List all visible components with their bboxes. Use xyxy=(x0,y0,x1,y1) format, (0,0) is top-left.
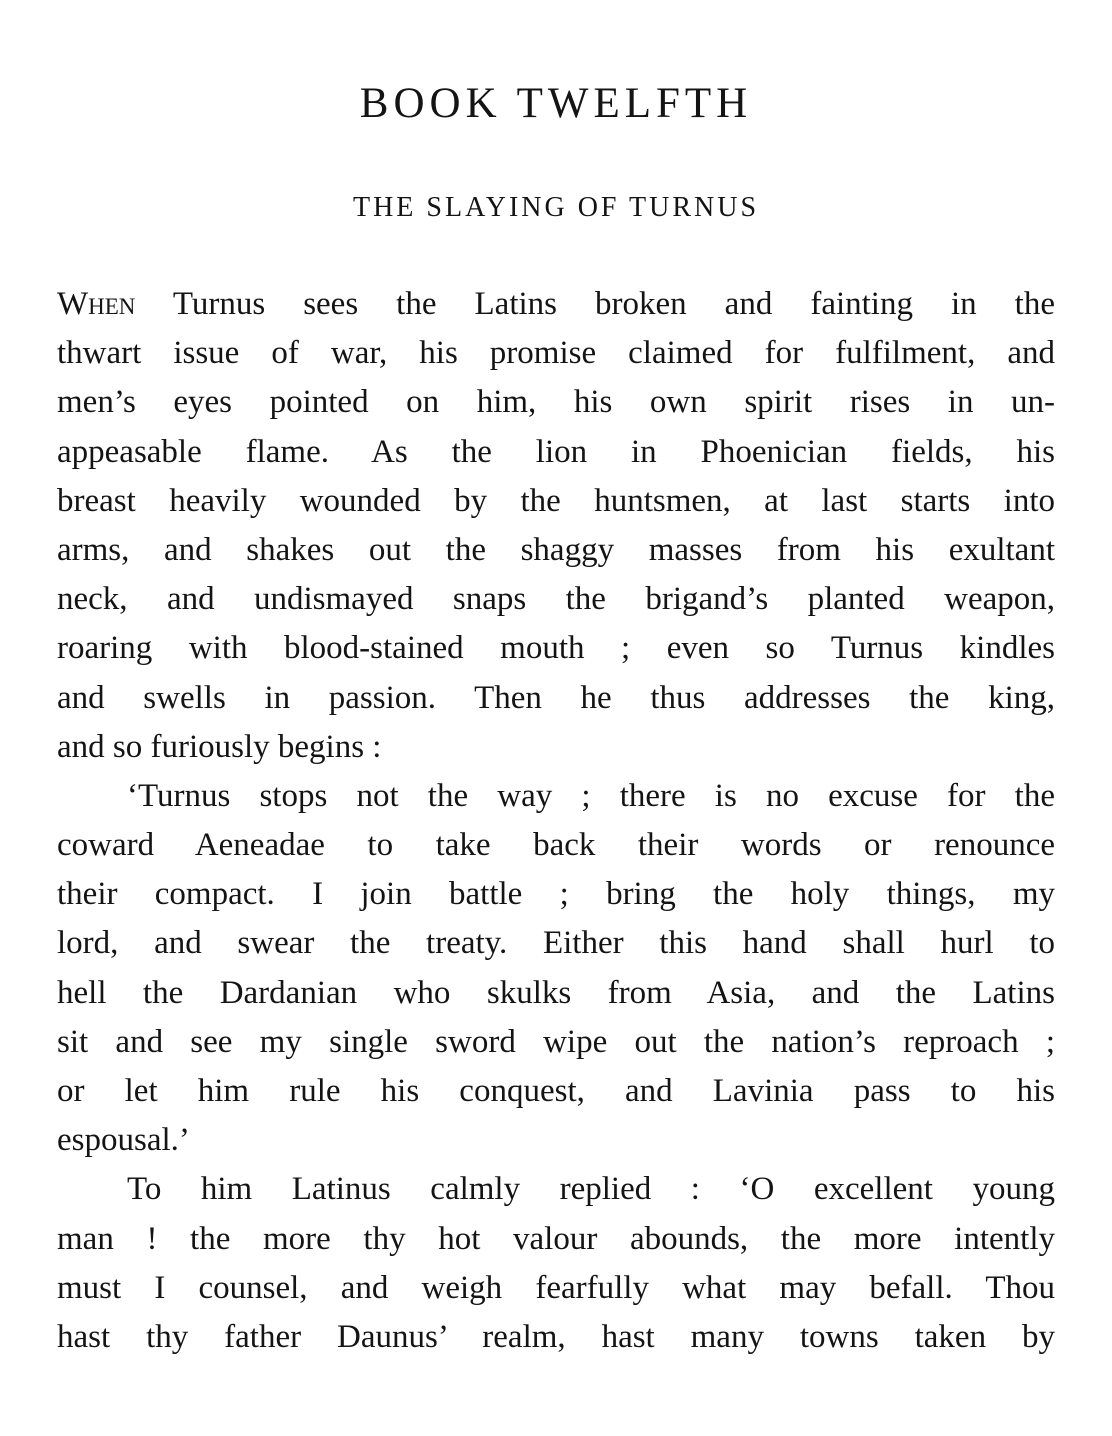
text-line: To him Latinus calmly replied : ‘O excellent young xyxy=(127,1171,1055,1208)
text-line: appeasable flame. As the lion in Phoenician fields, his xyxy=(57,433,1055,470)
body-text xyxy=(57,280,1055,1362)
text-line: thwart issue of war, his promise claimed for fulfilment, and xyxy=(57,335,1055,372)
book-title: BOOK TWELFTH xyxy=(359,80,753,127)
text-line: must I counsel, and weigh fearfully what may befall. Thou xyxy=(57,1269,1055,1306)
text-line: and swells in passion. Then he thus addresses the king, xyxy=(57,679,1055,716)
text-line: and so furiously begins : xyxy=(57,728,382,765)
text-line: men’s eyes pointed on him, his own spirit rises in un- xyxy=(57,384,1055,421)
drop-lead-word: When xyxy=(57,286,136,322)
text-line: neck, and undismayed snaps the brigand’s planted weapon, xyxy=(57,581,1055,618)
chapter-title: THE SLAYING OF TURNUS xyxy=(352,192,760,223)
text-line: roaring with blood-stained mouth ; even so Turnus kindles xyxy=(57,630,1055,667)
text-line: coward Aeneadae to take back their words or renounce xyxy=(57,827,1055,864)
text-line: espousal.’ xyxy=(57,1122,190,1159)
text-line: man ! the more thy hot valour abounds, the more intently xyxy=(57,1220,1055,1257)
text-line: or let him rule his conquest, and Lavinia pass to his xyxy=(57,1073,1055,1109)
text-line: hell the Dardanian who skulks from Asia, and the Latins xyxy=(57,974,1055,1011)
text-line: When Turnus sees the Latins broken and fainting in the xyxy=(57,286,1055,322)
text-line: lord, and swear the treaty. Either this hand shall hurl to xyxy=(57,925,1055,962)
text-line: arms, and shakes out the shaggy masses from his exultant xyxy=(57,531,1055,568)
text-line: hast thy father Daunus’ realm, hast many towns taken by xyxy=(57,1318,1055,1355)
text-line: their compact. I join battle ; bring the holy things, my xyxy=(57,876,1055,913)
text-line: sit and see my single sword wipe out the nation’s reproach ; xyxy=(57,1023,1055,1060)
text-line: breast heavily wounded by the huntsmen, at last starts into xyxy=(57,482,1055,519)
text-line: ‘Turnus stops not the way ; there is no excuse for the xyxy=(127,777,1055,814)
